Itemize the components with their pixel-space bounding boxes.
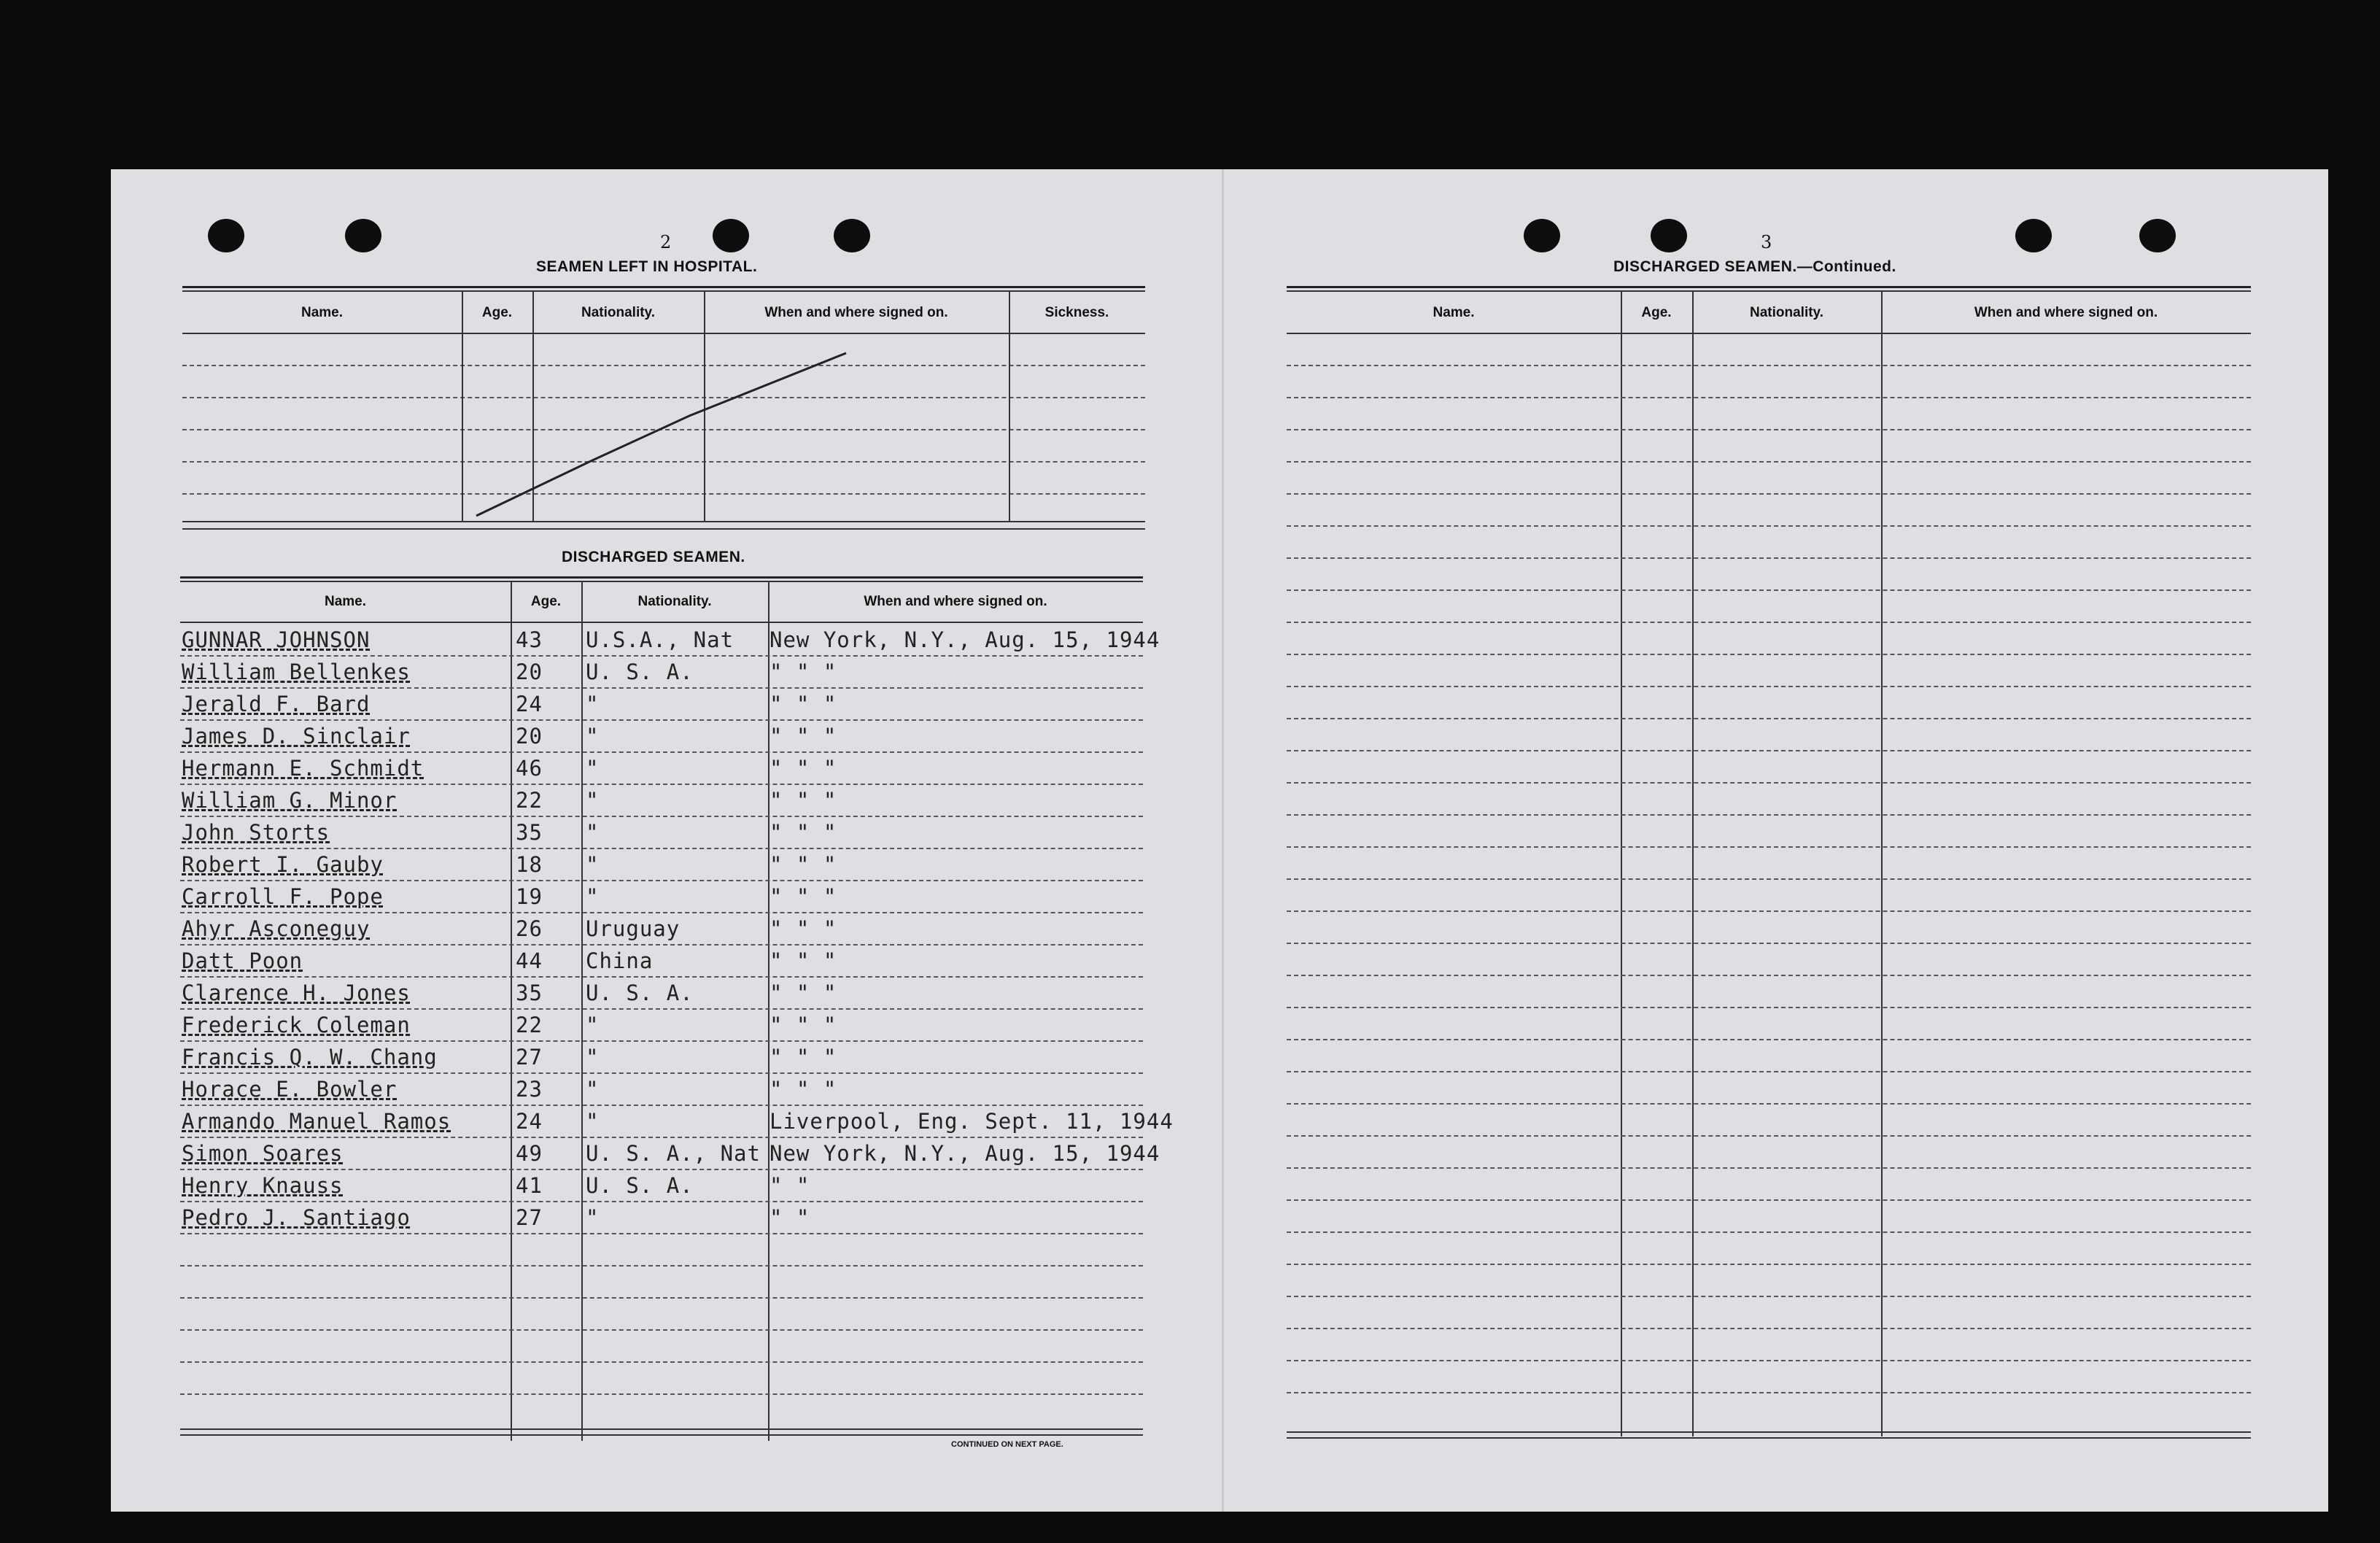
ruled-line: [1287, 782, 2251, 784]
table-row: [180, 689, 1143, 721]
seaman-nationality: ": [586, 884, 600, 909]
seaman-age: 41: [516, 1173, 543, 1198]
discharged-table-left: [180, 576, 1174, 1441]
seaman-age: 19: [516, 884, 543, 909]
seaman-signed-on: " " ": [770, 852, 837, 877]
ruled-line: [180, 1265, 1143, 1267]
seaman-age: 27: [516, 1045, 543, 1070]
seaman-nationality: ": [586, 1045, 600, 1070]
seaman-nationality: ": [586, 788, 600, 813]
discharged-section-title: DISCHARGED SEAMEN.: [562, 549, 745, 565]
punch-hole: [2139, 219, 2176, 252]
seaman-nationality: U. S. A.: [586, 660, 694, 684]
table-row: [180, 721, 1143, 753]
table-row: [180, 1010, 1143, 1042]
ruled-line: [1287, 1103, 2251, 1105]
ruled-line: [1287, 1199, 2251, 1201]
ruled-line: [1287, 1296, 2251, 1297]
table-row: [180, 913, 1143, 945]
strike-through-line: [182, 286, 1145, 534]
ruled-line: [1287, 878, 2251, 880]
ruled-line: [1287, 1231, 2251, 1233]
ruled-line: [1287, 525, 2251, 527]
table-row: [180, 1138, 1160, 1170]
ruled-line: [1287, 622, 2251, 623]
seaman-signed-on: " " ": [770, 756, 837, 781]
ruled-line: [1287, 718, 2251, 719]
ruled-line: [1287, 686, 2251, 687]
discharged-table-right: [1287, 286, 2251, 1441]
seaman-name: William Bellenkes: [182, 660, 411, 684]
seaman-nationality: China: [586, 948, 654, 973]
table-row: [180, 881, 1143, 913]
hospital-col-sickness: Sickness.: [1044, 305, 1109, 320]
right-page-number: 3: [1761, 232, 1772, 252]
seaman-signed-on: " ": [770, 1173, 810, 1198]
seaman-age: 20: [516, 660, 543, 684]
ruled-line: [1287, 557, 2251, 559]
punch-hole: [834, 219, 870, 252]
seaman-age: 35: [516, 981, 543, 1005]
ruled-line: [1287, 975, 2251, 976]
punch-hole: [2015, 219, 2052, 252]
seaman-name: James D. Sinclair: [182, 724, 411, 749]
discharged-col-signed-on: When and where signed on.: [864, 594, 1047, 609]
seaman-age: 22: [516, 788, 543, 813]
ruled-line: [1287, 493, 2251, 495]
table-row: [180, 945, 1143, 978]
ruled-line: [1287, 1007, 2251, 1008]
ruled-line: [1287, 1167, 2251, 1169]
seaman-nationality: ": [586, 1077, 600, 1102]
seaman-age: 43: [516, 627, 543, 652]
seaman-signed-on: " " ": [770, 916, 837, 941]
seaman-name: Clarence H. Jones: [182, 981, 411, 1005]
table-row: [180, 624, 1160, 657]
seaman-nationality: ": [586, 1013, 600, 1037]
ruled-line: [1287, 910, 2251, 912]
seaman-name: GUNNAR JOHNSON: [182, 627, 371, 652]
punch-hole: [208, 219, 244, 252]
ruled-line: [180, 1329, 1143, 1331]
discharged-col-nationality: Nationality.: [637, 594, 712, 609]
ruled-line: [1287, 846, 2251, 848]
seaman-name: Hermann E. Schmidt: [182, 756, 425, 781]
ruled-line: [1287, 1071, 2251, 1072]
ruled-line: [1287, 589, 2251, 591]
seaman-signed-on: " " ": [770, 948, 837, 973]
seaman-name: Henry Knauss: [182, 1173, 344, 1198]
ruled-line: [180, 1393, 1143, 1395]
seaman-age: 20: [516, 724, 543, 749]
manifest-sheet: [111, 169, 2328, 1512]
seaman-name: John Storts: [182, 820, 330, 845]
table-row: [180, 1074, 1143, 1106]
ruled-line: [1287, 1264, 2251, 1265]
seaman-age: 44: [516, 948, 543, 973]
seaman-signed-on: " " ": [770, 724, 837, 749]
seaman-name: Robert I. Gauby: [182, 852, 384, 877]
hospital-col-age: Age.: [481, 305, 513, 320]
seaman-signed-on: New York, N.Y., Aug. 15, 1944: [770, 1141, 1160, 1166]
ruled-line: [180, 1297, 1143, 1299]
seaman-age: 46: [516, 756, 543, 781]
table-row: [180, 1170, 1143, 1202]
ruled-line: [1287, 1039, 2251, 1040]
seaman-nationality: Uruguay: [586, 916, 681, 941]
right-col-age: Age.: [1641, 305, 1672, 320]
seaman-age: 24: [516, 692, 543, 716]
table-row: [180, 785, 1143, 817]
left-page-number: 2: [660, 232, 672, 252]
seaman-name: Carroll F. Pope: [182, 884, 384, 909]
table-row: [180, 817, 1143, 849]
hospital-section-title: SEAMEN LEFT IN HOSPITAL.: [536, 258, 758, 275]
ruled-line: [1287, 365, 2251, 366]
seaman-age: 49: [516, 1141, 543, 1166]
seaman-age: 18: [516, 852, 543, 877]
seaman-name: Armando Manuel Ramos: [182, 1109, 451, 1134]
seaman-nationality: ": [586, 756, 600, 781]
seaman-name: Datt Poon: [182, 948, 303, 973]
seaman-signed-on: " ": [770, 1205, 810, 1230]
ruled-line: [1287, 397, 2251, 398]
punch-hole: [345, 219, 381, 252]
seaman-nationality: ": [586, 724, 600, 749]
right-col-name: Name.: [1433, 305, 1475, 320]
table-row: [180, 978, 1143, 1010]
table-row: [180, 1106, 1174, 1138]
table-row: [180, 849, 1143, 881]
seaman-name: Ahyr Asconeguy: [182, 916, 371, 941]
seaman-nationality: ": [586, 820, 600, 845]
seaman-signed-on: " " ": [770, 1077, 837, 1102]
ruled-line: [1287, 1135, 2251, 1137]
hospital-table: [182, 286, 1145, 534]
right-col-signed-on: When and where signed on.: [1974, 305, 2158, 320]
seaman-name: Jerald F. Bard: [182, 692, 371, 716]
ruled-line: [1287, 1328, 2251, 1329]
seaman-nationality: ": [586, 1205, 600, 1230]
seaman-name: Frederick Coleman: [182, 1013, 411, 1037]
ruled-line: [1287, 654, 2251, 655]
seaman-name: Horace E. Bowler: [182, 1077, 398, 1102]
ruled-line: [1287, 461, 2251, 463]
seaman-signed-on: " " ": [770, 1045, 837, 1070]
seaman-name: Francis Q. W. Chang: [182, 1045, 438, 1070]
seaman-nationality: U. S. A., Nat: [586, 1141, 761, 1166]
seaman-signed-on: " " ": [770, 820, 837, 845]
seaman-name: William G. Minor: [182, 788, 398, 813]
seaman-name: Simon Soares: [182, 1141, 344, 1166]
hospital-col-nationality: Nationality.: [581, 305, 655, 320]
seaman-signed-on: " " ": [770, 884, 837, 909]
hospital-col-signed-on: When and where signed on.: [764, 305, 948, 320]
seaman-age: 24: [516, 1109, 543, 1134]
seaman-nationality: ": [586, 1109, 600, 1134]
right-col-nationality: Nationality.: [1750, 305, 1823, 320]
seaman-nationality: ": [586, 852, 600, 877]
continued-footer: CONTINUED ON NEXT PAGE.: [951, 1440, 1063, 1449]
ruled-line: [1287, 943, 2251, 944]
right-page-title: DISCHARGED SEAMEN.—Continued.: [1613, 258, 1896, 275]
seaman-signed-on: " " ": [770, 788, 837, 813]
seaman-signed-on: " " ": [770, 981, 837, 1005]
seaman-age: 23: [516, 1077, 543, 1102]
ruled-line: [180, 1361, 1143, 1363]
seaman-nationality: U. S. A.: [586, 981, 694, 1005]
ruled-line: [1287, 750, 2251, 751]
seaman-age: 35: [516, 820, 543, 845]
seaman-signed-on: " " ": [770, 1013, 837, 1037]
seaman-name: Pedro J. Santiago: [182, 1205, 411, 1230]
seaman-signed-on: " " ": [770, 692, 837, 716]
seaman-signed-on: New York, N.Y., Aug. 15, 1944: [770, 627, 1160, 652]
seaman-age: 22: [516, 1013, 543, 1037]
seaman-age: 27: [516, 1205, 543, 1230]
table-row: [180, 657, 1143, 689]
seaman-age: 26: [516, 916, 543, 941]
hospital-col-name: Name.: [301, 305, 344, 320]
punch-hole: [1651, 219, 1687, 252]
page-fold: [1222, 169, 1224, 1512]
punch-hole: [1524, 219, 1560, 252]
seaman-signed-on: Liverpool, Eng. Sept. 11, 1944: [770, 1109, 1174, 1134]
ruled-line: [1287, 814, 2251, 816]
seaman-nationality: ": [586, 692, 600, 716]
ruled-line: [1287, 1392, 2251, 1393]
discharged-col-age: Age.: [530, 594, 562, 609]
table-row: [180, 1042, 1143, 1074]
seaman-nationality: U. S. A.: [586, 1173, 694, 1198]
seaman-signed-on: " " ": [770, 660, 837, 684]
ruled-line: [1287, 1360, 2251, 1361]
discharged-col-name: Name.: [324, 594, 367, 609]
ruled-line: [1287, 429, 2251, 430]
seaman-nationality: U.S.A., Nat: [586, 627, 734, 652]
table-row: [180, 753, 1143, 785]
punch-hole: [713, 219, 749, 252]
table-row: [180, 1202, 1143, 1234]
